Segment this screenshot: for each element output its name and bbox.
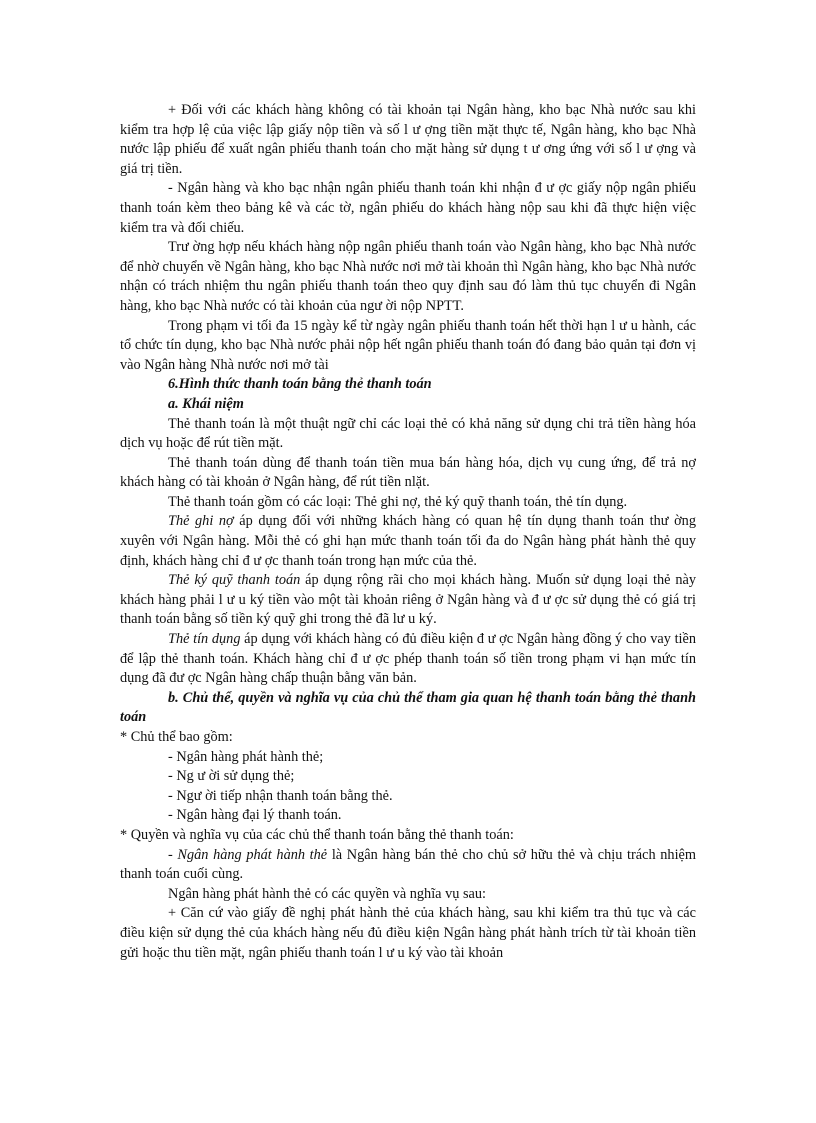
- paragraph: [120, 767, 696, 787]
- paragraph: [120, 317, 696, 376]
- paragraph: [120, 748, 696, 768]
- section-heading: [120, 395, 696, 415]
- paragraph-text: b. Chủ thể, quyền và nghĩa vụ của chủ thể tham gia quan hệ thanh toán bằng thẻ thanh toán: [120, 689, 696, 726]
- paragraph: [120, 904, 696, 963]
- term-lead: - Ngân hàng phát hành thẻ: [168, 846, 328, 863]
- paragraph: [120, 846, 696, 885]
- paragraph-text: + Căn cứ vào giấy đề nghị phát hành thẻ của khách hàng, sau khi kiểm tra thủ tục và các điều kiện sử dụng thẻ của khách hàng nếu đủ điều kiện Ngân hàng phát hành trích từ tài khoản tiền gửi hoặc thu tiền mặt, ngân phiếu thanh toán l ư u ký vào tài khoản: [120, 905, 696, 961]
- document-page: [120, 101, 696, 963]
- paragraph-text: là Ngân hàng bán thẻ cho chủ sở hữu thẻ và chịu trách nhiệm thanh toán cuối cùng.: [120, 846, 697, 883]
- paragraph-text: Trư ờng hợp nếu khách hàng nộp ngân phiếu thanh toán vào Ngân hàng, kho bạc Nhà nước để nhờ chuyển về Ngân hàng, kho bạc Nhà nước nơi mở tài khoản thì Ngân hàng, kho bạc Nhà nước nhận có trách nhiệm thu ngân phiếu thanh toán theo quy định sau đó làm thủ tục chuyển đi Ngân hàng, kho bạc Nhà nước có tài khoản của ngư ời nộp NPTT.: [120, 239, 696, 314]
- paragraph-text: áp dụng với khách hàng có đủ điều kiện đ ư ợc Ngân hàng đồng ý cho vay tiền để lập thẻ thanh toán. Khách hàng chỉ đ ư ợc phép thanh toán số tiền trong phạm vi hạn mức tín dụng đã đư ợc Ngân hàng chấp thuận bằng văn bản.: [120, 631, 697, 687]
- paragraph: [120, 238, 696, 316]
- paragraph-text: - Ngư ời tiếp nhận thanh toán bằng thẻ.: [168, 787, 393, 804]
- paragraph-text: Trong phạm vi tối đa 15 ngày kể từ ngày ngân phiếu thanh toán hết thời hạn l ư u hành, các tổ chức tín dụng, kho bạc Nhà nước phải nộp hết ngân phiếu thanh toán đó đang bảo quản tại đơn vị vào Ngân hàng Nhà nước nơi mở tài: [120, 317, 696, 373]
- paragraph-text: a. Khái niệm: [168, 395, 244, 412]
- paragraph-text: áp dụng đối với những khách hàng có quan hệ tín dụng thanh toán thư ờng xuyên với Ngân hàng. Mỗi thẻ có ghi hạn mức thanh toán tối đa do Ngân hàng phát hành thẻ quy định, khách hàng chỉ đ ư ợc thanh toán trong hạn mức của thẻ.: [120, 513, 696, 569]
- paragraph-text: Ngân hàng phát hành thẻ có các quyền và nghĩa vụ sau:: [168, 885, 487, 902]
- term-lead: Thẻ ghi nợ: [168, 513, 234, 530]
- paragraph-text: + Đối với các khách hàng không có tài khoản tại Ngân hàng, kho bạc Nhà nước sau khi kiểm tra hợp lệ của việc lập giấy nộp tiền và số l ư ợng tiền mặt thực tế, Ngân hàng, kho bạc Nhà nước lập phiếu để xuất ngân phiếu thanh toán cho mặt hàng sử dụng t ư ơng ứng với số l ư ợng và giá trị tiền.: [120, 102, 696, 177]
- paragraph: [120, 101, 696, 179]
- paragraph-text: - Ngân hàng phát hành thẻ;: [168, 748, 324, 765]
- paragraph-text: - Ng ư ời sử dụng thẻ;: [168, 768, 295, 785]
- paragraph-text: Thẻ thanh toán gồm có các loại: Thẻ ghi nợ, thẻ ký quỹ thanh toán, thẻ tín dụng.: [168, 493, 628, 510]
- paragraph-text: 6.Hình thức thanh toán bằng thẻ thanh toán: [168, 376, 432, 393]
- paragraph: [120, 806, 696, 826]
- paragraph-text: Thẻ thanh toán là một thuật ngữ chỉ các loại thẻ có khả năng sử dụng chi trả tiền hàng hóa dịch vụ hoặc để rút tiền mặt.: [120, 415, 696, 452]
- paragraph: [120, 728, 696, 748]
- paragraph: [120, 826, 696, 846]
- paragraph-text: * Chủ thể bao gồm:: [120, 729, 233, 745]
- paragraph-text: * Quyền và nghĩa vụ của các chủ thể thanh toán bằng thẻ thanh toán:: [120, 826, 514, 843]
- paragraph-text: - Ngân hàng và kho bạc nhận ngân phiếu thanh toán khi nhận đ ư ợc giấy nộp ngân phiếu thanh toán kèm theo bảng kê và các tờ, ngân phiếu do khách hàng nộp sau khi đã thực hiện việc kiểm tra và đối chiếu.: [120, 180, 696, 236]
- section-heading: [120, 375, 696, 395]
- section-heading: [120, 689, 696, 728]
- paragraph: [120, 787, 696, 807]
- paragraph: [120, 415, 696, 454]
- paragraph: [120, 885, 696, 905]
- paragraph-text: Thẻ thanh toán dùng để thanh toán tiền mua bán hàng hóa, dịch vụ cung ứng, để trả nợ khách hàng có tài khoản ở Ngân hàng, để rút tiền nlặt.: [120, 454, 696, 491]
- paragraph: [120, 179, 696, 238]
- paragraph: [120, 630, 696, 689]
- term-lead: Thẻ ký quỹ thanh toán: [168, 572, 301, 589]
- paragraph: [120, 512, 696, 571]
- paragraph-text: - Ngân hàng đại lý thanh toán.: [168, 807, 342, 824]
- paragraph: [120, 571, 696, 630]
- paragraph: [120, 493, 696, 513]
- paragraph-text: áp dụng rộng rãi cho mọi khách hàng. Muốn sử dụng loại thẻ này khách hàng phải l ư u ký tiền vào một tài khoản riêng ở Ngân hàng và đ ư ợc sử dụng thẻ có giá trị thanh toán bằng số tiền ký quỹ ghi trong thẻ đã lư u ký.: [120, 572, 696, 628]
- paragraph: [120, 454, 696, 493]
- term-lead: Thẻ tín dụng: [168, 631, 241, 648]
